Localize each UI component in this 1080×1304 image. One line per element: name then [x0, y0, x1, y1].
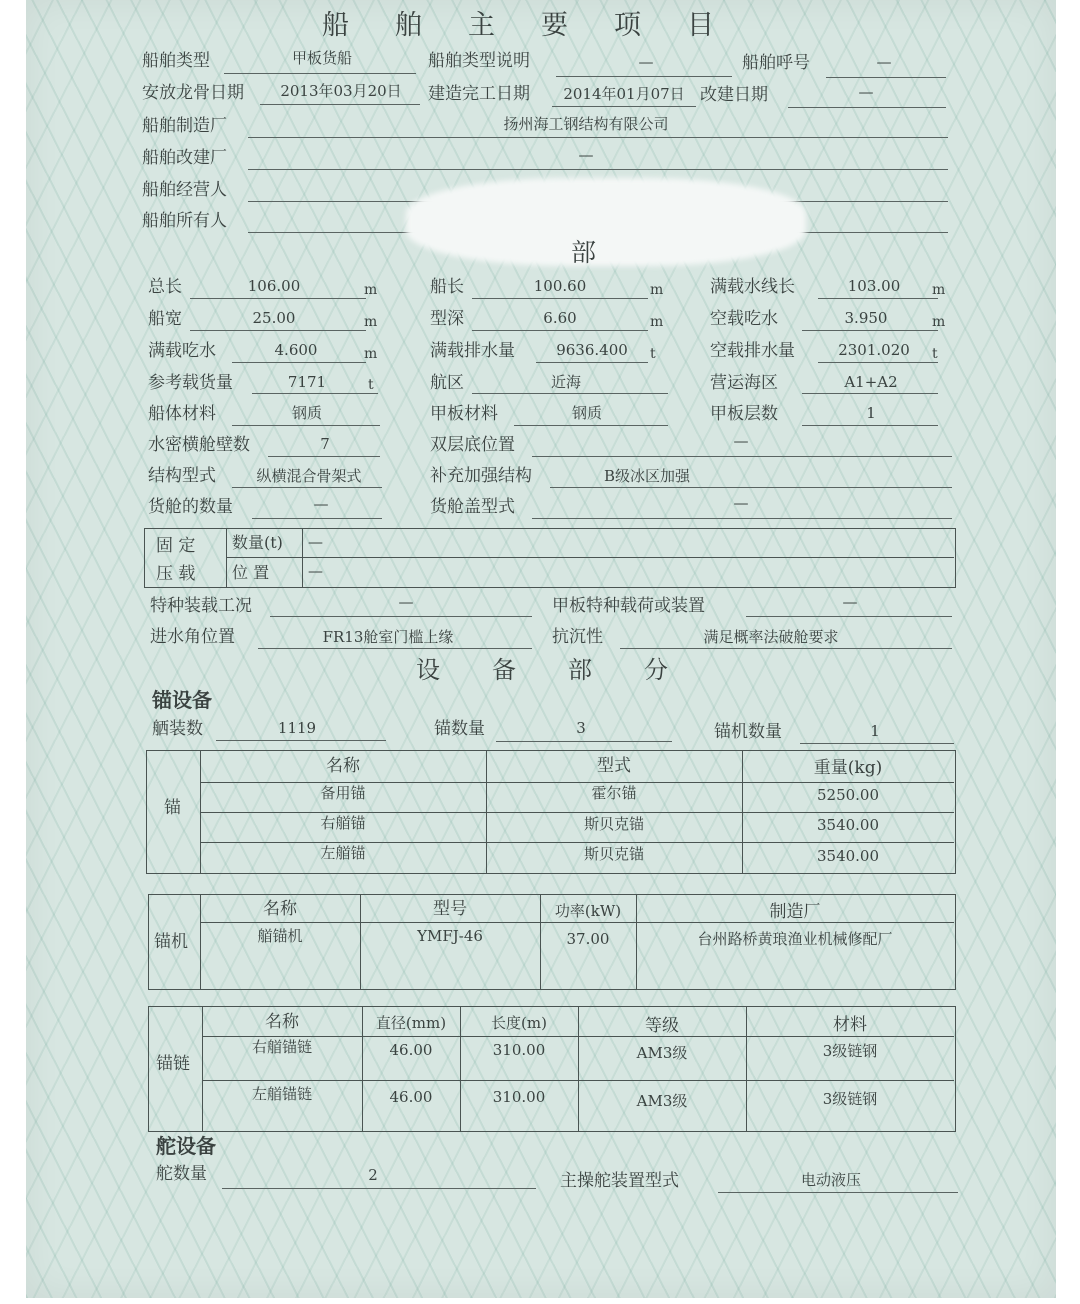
double-bottom-value: —: [733, 432, 749, 450]
anchor-table-row-divider-3: [200, 842, 954, 843]
hull-material-label: 船体材料: [148, 404, 216, 424]
chain-table-row-divider-1: [202, 1036, 954, 1037]
operator-label: 船舶经营人: [142, 180, 227, 200]
keel-date-value: 2013年03月20日: [280, 82, 402, 100]
keel-date-label: 安放龙骨日期: [142, 83, 244, 103]
builder-label: 船舶制造厂: [142, 116, 227, 136]
anchor-qty-value: 3: [576, 719, 586, 737]
loa-label: 总长: [148, 277, 182, 297]
lwl-value: 103.00: [847, 277, 901, 295]
ship-type-desc-value: —: [638, 53, 654, 71]
ballast-row-divider: [226, 557, 954, 558]
steering-gear-label: 主操舵装置型式: [560, 1171, 679, 1191]
anchor-qty-underline: [496, 741, 672, 742]
breadth-unit: m: [364, 314, 378, 330]
hull-material-underline: [232, 425, 380, 426]
rudder-qty-underline: [222, 1188, 536, 1189]
bulkheads-value: 7: [320, 435, 330, 453]
chain-row-1-name: 右艏锚链: [251, 1038, 312, 1056]
keel-date-underline: [260, 104, 420, 105]
ballast-label-bottom: 压 载: [156, 564, 196, 584]
anchor-qty-label: 锚数量: [434, 719, 485, 739]
windlass-row-maker: 台州路桥黄琅渔业机械修配厂: [697, 930, 893, 948]
light-disp-underline: [818, 362, 938, 363]
depth-label: 型深: [430, 309, 464, 329]
steering-gear-underline: [718, 1192, 958, 1193]
ship-type-desc-label: 船舶类型说明: [428, 51, 530, 71]
deck-special-underline: [746, 616, 952, 617]
holds-underline: [252, 518, 382, 519]
sinking-value: 满足概率法破舱要求: [703, 628, 839, 646]
windlass-qty-underline: [800, 743, 954, 744]
anchor-header-type: 型式: [597, 756, 631, 776]
anchor-row-2-name: 右艏锚: [320, 814, 366, 832]
nav-area-label: 航区: [430, 373, 464, 393]
anchor-row-1-weight: 5250.00: [816, 786, 880, 804]
anchor-table-row-divider-1: [200, 782, 954, 783]
nav-area-value: 近海: [550, 373, 581, 391]
depth-value: 6.60: [543, 309, 577, 327]
structure-value: 纵横混合骨架式: [256, 467, 362, 485]
windlass-table-row-divider: [200, 922, 954, 923]
ref-load-value: 7171: [287, 373, 327, 391]
lwl-label: 满载水线长: [710, 277, 795, 297]
loa-value: 106.00: [247, 277, 301, 295]
special-load-label: 特种装载工况: [150, 596, 252, 616]
completion-date-label: 建造完工日期: [428, 84, 530, 104]
full-disp-underline: [536, 362, 648, 363]
anchor-header-name: 名称: [326, 756, 360, 776]
full-draft-value: 4.600: [274, 341, 318, 359]
call-sign-underline: [826, 77, 946, 78]
reinforce-underline: [550, 487, 952, 488]
full-draft-label: 满载吃水: [148, 341, 216, 361]
chain-row-2-material: 3级链钢: [822, 1090, 878, 1108]
call-sign-label: 船舶呼号: [742, 53, 810, 73]
windlass-header-model: 型号: [433, 899, 467, 919]
full-draft-underline: [232, 362, 366, 363]
flood-angle-label: 进水角位置: [150, 627, 235, 647]
deck-count-value: 1: [866, 404, 876, 422]
outfit-underline: [216, 740, 386, 741]
deck-material-label: 甲板材料: [430, 404, 498, 424]
light-disp-value: 2301.020: [838, 341, 910, 359]
depth-underline: [472, 330, 648, 331]
breadth-label: 船宽: [148, 309, 182, 329]
full-draft-unit: m: [364, 346, 378, 362]
completion-date-underline: [552, 106, 696, 107]
chain-row-2-length: 310.00: [492, 1088, 546, 1106]
hull-material-value: 钢质: [291, 404, 322, 422]
structure-label: 结构型式: [148, 466, 216, 486]
chain-row-1-diameter: 46.00: [389, 1041, 433, 1059]
windlass-row-power: 37.00: [566, 930, 610, 948]
ship-type-value: 甲板货船: [291, 49, 352, 67]
special-load-underline: [270, 616, 532, 617]
ballast-pos-value: —: [308, 562, 323, 580]
rebuilder-underline: [248, 169, 948, 170]
page-bottom-edge: [0, 1298, 1080, 1304]
windlass-header-maker: 制造厂: [769, 902, 821, 922]
call-sign-value: —: [876, 53, 892, 71]
rudder-qty-label: 舵数量: [156, 1164, 207, 1184]
chain-row-2-name: 左艏锚链: [251, 1085, 312, 1103]
reinforce-label: 补充加强结构: [430, 466, 532, 486]
windlass-header-name: 名称: [263, 899, 297, 919]
holds-label: 货舱的数量: [148, 497, 233, 517]
rebuild-date-underline: [788, 107, 946, 108]
rebuild-date-label: 改建日期: [700, 85, 768, 105]
structure-underline: [232, 487, 382, 488]
certificate-sheet: [26, 0, 1056, 1298]
service-area-value: A1+A2: [844, 373, 898, 391]
anchor-row-3-type: 斯贝克锚: [583, 845, 644, 863]
deck-count-underline: [802, 425, 938, 426]
chain-row-1-grade: AM3级: [636, 1044, 688, 1062]
loa-underline: [190, 298, 366, 299]
lbp-value: 100.60: [533, 277, 587, 295]
chain-table-row-divider-2: [202, 1080, 954, 1081]
anchor-table-side-label: 锚: [164, 798, 181, 818]
ref-load-label: 参考载货量: [148, 373, 233, 393]
lwl-unit: m: [932, 282, 946, 298]
builder-value: 扬州海工钢结构有限公司: [503, 115, 669, 133]
ballast-qty-label: 数量(t): [232, 533, 283, 552]
deck-special-value: —: [842, 593, 858, 611]
anchor-table-row-divider-2: [200, 812, 954, 813]
deck-special-label: 甲板特种载荷或装置: [552, 596, 705, 616]
steering-gear-value: 电动液压: [800, 1171, 861, 1189]
double-bottom-label: 双层底位置: [430, 435, 515, 455]
hatch-label: 货舱盖型式: [430, 497, 515, 517]
ref-load-underline: [252, 393, 378, 394]
rebuild-date-value: —: [858, 83, 874, 101]
full-disp-unit: t: [650, 346, 656, 362]
windlass-qty-value: 1: [870, 722, 880, 740]
light-draft-unit: m: [932, 314, 946, 330]
service-area-label: 营运海区: [710, 373, 778, 393]
service-area-underline: [802, 393, 938, 394]
hatch-underline: [532, 518, 952, 519]
sinking-label: 抗沉性: [552, 627, 603, 647]
chain-row-2-grade: AM3级: [636, 1092, 688, 1110]
owner-label: 船舶所有人: [142, 211, 227, 231]
chain-header-grade: 等级: [645, 1016, 679, 1036]
ship-type-desc-underline: [556, 76, 732, 77]
anchor-row-2-weight: 3540.00: [816, 816, 880, 834]
ballast-qty-value: —: [308, 533, 323, 551]
breadth-underline: [190, 330, 366, 331]
ballast-label-top: 固 定: [156, 536, 196, 556]
anchor-row-3-weight: 3540.00: [816, 847, 880, 865]
chain-row-1-length: 310.00: [492, 1041, 546, 1059]
anchor-row-1-type: 霍尔锚: [591, 784, 637, 802]
windlass-table-side-label: 锚机: [154, 932, 188, 952]
page-title: 船舶主要项目: [322, 10, 760, 41]
hatch-value: —: [733, 494, 749, 512]
light-disp-unit: t: [932, 346, 938, 362]
light-draft-underline: [802, 330, 938, 331]
deck-material-value: 钢质: [571, 404, 602, 422]
chain-header-material: 材料: [833, 1015, 867, 1035]
equipment-title: 设备部分: [416, 656, 720, 684]
ref-load-unit: t: [368, 377, 374, 393]
chain-header-length: 长度(m): [491, 1014, 547, 1032]
anchor-row-2-type: 斯贝克锚: [583, 815, 644, 833]
lbp-unit: m: [650, 282, 664, 298]
builder-underline: [248, 137, 948, 138]
rudder-qty-value: 2: [368, 1166, 378, 1184]
lbp-label: 船长: [430, 277, 464, 297]
full-disp-label: 满载排水量: [430, 341, 515, 361]
windlass-qty-label: 锚机数量: [714, 722, 782, 742]
chain-header-name: 名称: [265, 1012, 299, 1032]
chain-row-2-diameter: 46.00: [389, 1088, 433, 1106]
windlass-header-power: 功率(kW): [554, 902, 622, 920]
bulkheads-underline: [268, 456, 380, 457]
full-disp-value: 9636.400: [556, 341, 628, 359]
special-load-value: —: [398, 593, 414, 611]
light-draft-value: 3.950: [844, 309, 888, 327]
ship-type-label: 船舶类型: [142, 51, 210, 71]
anchor-section-label: 锚设备: [152, 688, 212, 712]
nav-area-underline: [472, 393, 668, 394]
chain-table-side-label: 锚链: [156, 1054, 190, 1074]
ballast-pos-label: 位 置: [232, 563, 270, 582]
sinking-underline: [620, 648, 952, 649]
light-disp-label: 空载排水量: [710, 341, 795, 361]
redaction-mark: [406, 178, 806, 266]
flood-angle-value: FR13舱室门槛上缘: [322, 628, 454, 646]
anchor-row-1-name: 备用锚: [320, 784, 366, 802]
lwl-underline: [818, 298, 938, 299]
chain-row-1-material: 3级链钢: [822, 1042, 878, 1060]
completion-date-value: 2014年01月07日: [563, 85, 685, 103]
outfit-value: 1119: [277, 719, 317, 737]
rebuilder-value: —: [578, 146, 594, 164]
depth-unit: m: [650, 314, 664, 330]
flood-angle-underline: [258, 648, 532, 649]
anchor-row-3-name: 左艏锚: [320, 844, 366, 862]
deck-count-label: 甲板层数: [710, 404, 778, 424]
loa-unit: m: [364, 282, 378, 298]
outfit-label: 舾装数: [152, 719, 203, 739]
anchor-header-weight: 重量(kg): [813, 758, 883, 778]
double-bottom-underline: [532, 456, 952, 457]
rudder-section-label: 舵设备: [156, 1134, 216, 1158]
rebuilder-label: 船舶改建厂: [142, 148, 227, 168]
ship-type-underline: [224, 73, 416, 74]
lbp-underline: [472, 298, 648, 299]
windlass-row-model: YMFJ-46: [417, 927, 483, 945]
deck-material-underline: [514, 425, 668, 426]
chain-header-diameter: 直径(mm): [375, 1014, 447, 1032]
bulkheads-label: 水密横舱壁数: [148, 435, 250, 455]
breadth-value: 25.00: [252, 309, 296, 327]
light-draft-label: 空载吃水: [710, 309, 778, 329]
holds-value: —: [313, 495, 329, 513]
hull-section-title: 部: [571, 238, 597, 267]
reinforce-value: B级冰区加强: [603, 467, 691, 485]
windlass-row-name: 艏锚机: [257, 927, 303, 945]
